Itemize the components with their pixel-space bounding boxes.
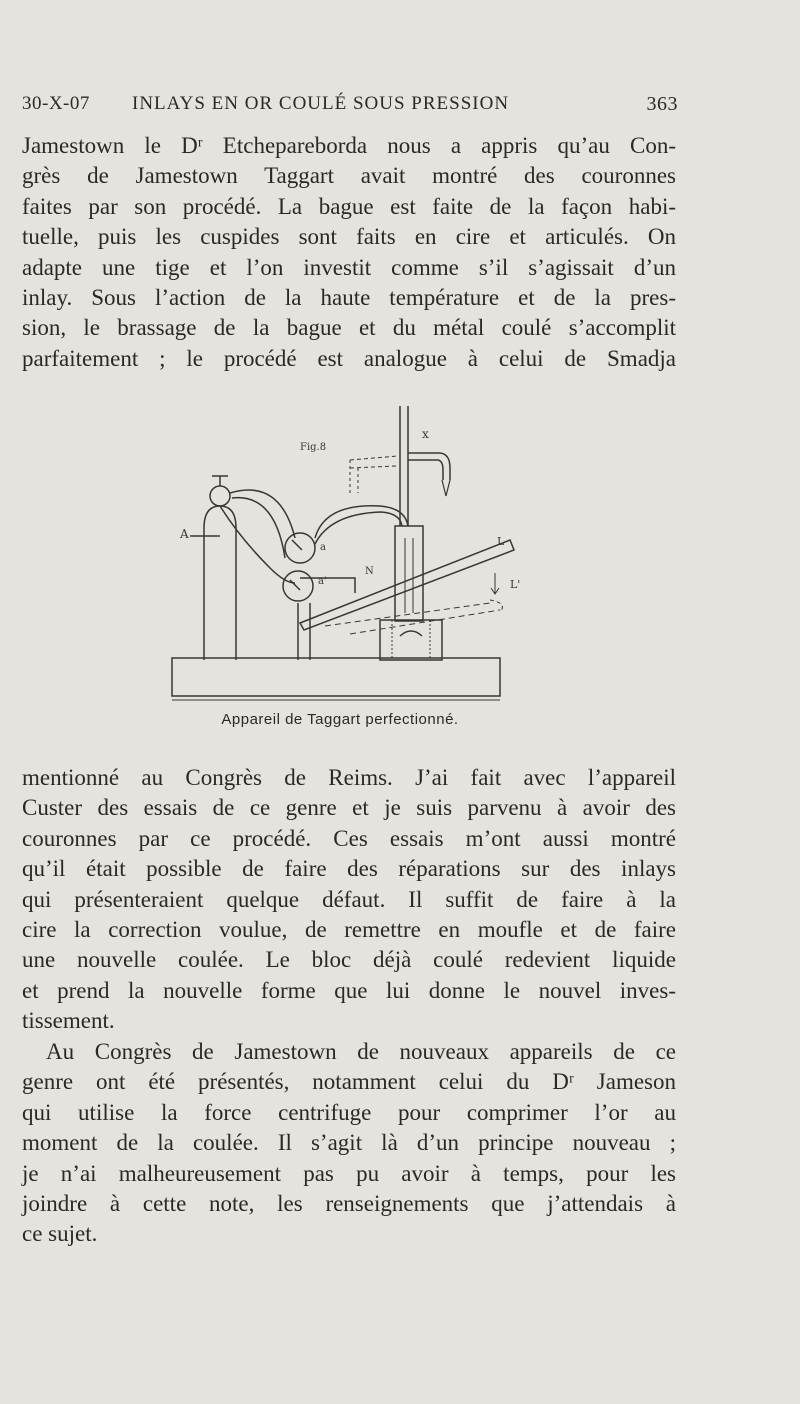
pressure-gauge-lower	[283, 571, 313, 601]
apparatus-illustration	[160, 398, 520, 708]
lever-arm	[300, 540, 514, 630]
text-line: Jamestown le Dʳ Etchepareborda nous a appris qu’au Con-	[22, 133, 676, 158]
text-line: Au Congrès de Jamestown de nouveaux appareils de ce	[46, 1039, 676, 1064]
figure-mark-a-upper: A	[180, 527, 189, 541]
text-line: inlay. Sous l’action de la haute température et de la pres-	[22, 285, 676, 311]
text-line: joindre à cette note, les renseignements que j’attendais à	[22, 1191, 676, 1217]
text-line: qui utilise la force centrifuge pour comprimer l’or au	[22, 1099, 676, 1125]
figure-label: Fig.8	[300, 442, 327, 453]
gas-cylinder	[204, 506, 236, 660]
text-line: parfaitement ; le procédé est analogue à celui de Smadja	[22, 345, 676, 371]
text-line: genre ont été présentés, notamment celui du Dʳ Jameson	[22, 1069, 676, 1095]
text-line: tuelle, puis les cuspides sont faits en cire et articulés. On	[22, 224, 676, 250]
text-line: moment de la coulée. Il s’agit là d’un principe nouveau ;	[22, 1130, 676, 1156]
figure-mark-l-prime: L'	[510, 578, 520, 591]
text-line: couronnes par ce procédé. Ces essais m’ont aussi montré	[22, 825, 676, 851]
text-line: et prend la nouvelle forme que lui donne le nouvel inves-	[22, 977, 676, 1003]
text-line: cire la correction voulue, de remettre en moufle et de faire	[22, 917, 676, 943]
figure-mark-x: x	[422, 427, 429, 441]
figure-mark-a-prime: a'	[318, 576, 327, 587]
text-line: adapte une tige et l’on investit comme s’il s’agissait d’un	[22, 254, 676, 280]
paragraph-2	[22, 763, 676, 1037]
casting-flask	[380, 620, 442, 660]
text-line: ce sujet.	[22, 1221, 98, 1247]
page-number: 363	[646, 93, 678, 115]
text-line: faites par son procédé. La bague est faite de la façon habi-	[22, 193, 676, 219]
figure-mark-a: a	[320, 542, 326, 553]
header-title: INLAYS EN OR COULÉ SOUS PRESSION	[132, 93, 510, 114]
text-line: grès de Jamestown Taggart avait montré des couronnes	[22, 163, 676, 189]
text-line: qu’il était possible de faire des réparations sur des inlays	[22, 856, 676, 882]
base-plate	[172, 658, 500, 696]
figure-mark-n: N	[365, 566, 374, 577]
text-line: je n’ai malheureusement pas pu avoir à temps, pour les	[22, 1160, 676, 1186]
figure-mark-l: L	[497, 535, 505, 548]
running-header	[22, 93, 678, 123]
text-line: qui présenteraient quelque défaut. Il suffit de faire à la	[22, 886, 676, 912]
paragraph-3	[22, 1037, 676, 1250]
text-line: tissement.	[22, 1008, 115, 1034]
figure-caption: Appareil de Taggart perfectionné.	[221, 711, 459, 728]
text-line: une nouvelle coulée. Le bloc déjà coulé redevient liquide	[22, 947, 676, 973]
paragraph-1	[22, 131, 676, 374]
text-line: Custer des essais de ce genre et je suis parvenu à avoir des	[22, 795, 676, 821]
apparatus-figure	[160, 398, 520, 708]
text-line: mentionné au Congrès de Reims. J’ai fait avec l’appareil	[22, 765, 676, 790]
header-date: 30-X-07	[22, 93, 90, 114]
furnace-column	[395, 526, 423, 621]
text-line: sion, le brassage de la bague et du métal coulé s’accomplit	[22, 315, 676, 341]
